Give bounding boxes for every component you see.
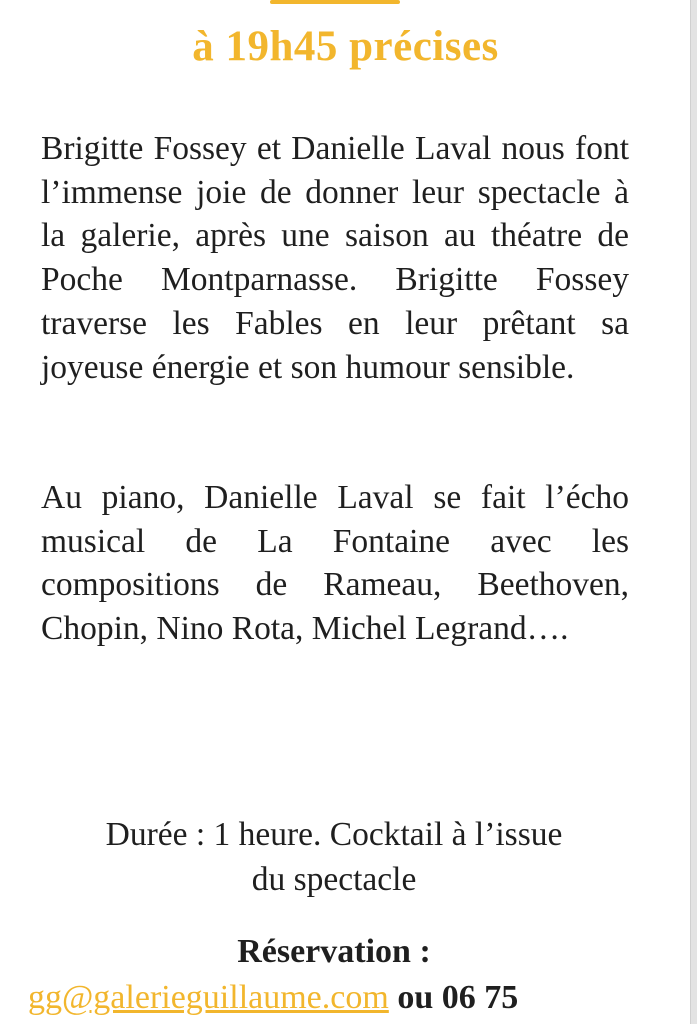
reservation-contact xyxy=(28,974,668,1022)
duration-line-1: Durée : 1 heure. Cocktail à l’issue xyxy=(105,816,563,853)
phone-number: ou 06 75 xyxy=(388,979,519,1016)
event-time-heading: à 19h45 précises xyxy=(192,23,499,70)
email-link[interactable]: gg@galerieguillaume.com xyxy=(28,979,389,1016)
description-paragraph-1: Brigitte Fossey et Danielle Laval nous font l’immense joie de donner leur spectacle à la galerie, après une saison au théatre de Poche Montparnasse. Brigitte Fossey traverse les Fables en leur prêtant sa joyeuse énergie et son humour sensible. xyxy=(41,130,629,386)
reservation-heading: Réservation : xyxy=(237,933,431,970)
description-paragraph-2: Au piano, Danielle Laval se fait l’écho musical de La Fontaine avec les compositions de Rameau, Beethoven, Chopin, Nino Rota, Michel Legrand…. xyxy=(41,479,629,648)
page-edge-divider xyxy=(690,0,697,1024)
cropped-heading-fragment xyxy=(270,0,400,8)
duration-line-2: du spectacle xyxy=(251,861,417,898)
duration-info xyxy=(0,812,668,902)
